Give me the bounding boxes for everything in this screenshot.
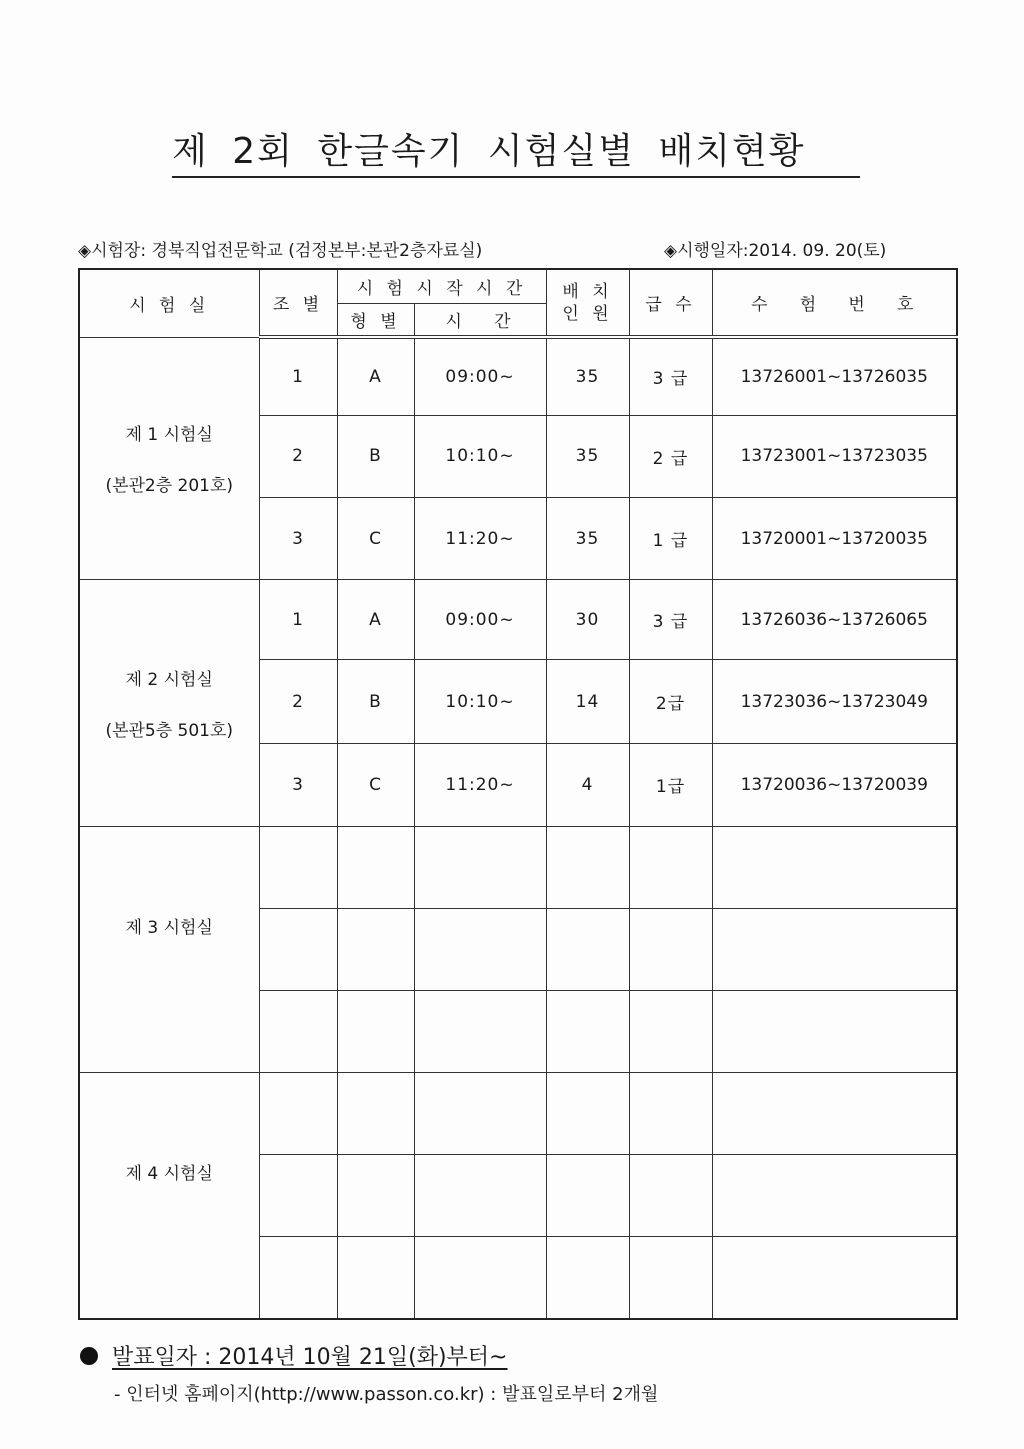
count-cell: 30 xyxy=(546,580,629,660)
group-cell: 2 xyxy=(259,660,337,744)
group-cell: 3 xyxy=(259,497,337,579)
group-cell: 1 xyxy=(259,580,337,660)
group-cell: 2 xyxy=(259,415,337,497)
time-cell xyxy=(414,1155,546,1237)
room-name: 제 3 시험실 xyxy=(125,917,213,938)
type-cell: C xyxy=(337,744,414,826)
grade-cell: 3 급 xyxy=(629,580,712,660)
type-cell xyxy=(337,826,414,908)
type-cell: A xyxy=(337,580,414,660)
count-cell xyxy=(546,990,629,1072)
grade-cell xyxy=(629,1237,712,1319)
exam-numbers-cell: 13726001~13726035 xyxy=(712,337,957,415)
count-cell xyxy=(546,908,629,990)
count-cell xyxy=(546,1155,629,1237)
header-room: 시 험 실 xyxy=(79,269,259,337)
time-cell xyxy=(414,1237,546,1319)
website-notice: - 인터넷 홈페이지(http://www.passon.co.kr) : 발표일로부터 2개월 xyxy=(114,1384,659,1405)
count-cell: 14 xyxy=(546,660,629,744)
exam-numbers-cell: 13720001~13720035 xyxy=(712,497,957,579)
room-location: (본관2층 201호) xyxy=(105,476,234,497)
count-cell xyxy=(546,1073,629,1155)
count-cell: 35 xyxy=(546,415,629,497)
exam-numbers-cell xyxy=(712,908,957,990)
grade-cell: 2급 xyxy=(629,660,712,744)
exam-numbers-cell xyxy=(712,826,957,908)
document-title: 제 2회 한글속기 시험실별 배치현황 xyxy=(172,128,860,178)
header-grade: 급 수 xyxy=(629,269,712,337)
group-cell xyxy=(259,1237,337,1319)
time-cell: 11:20~ xyxy=(414,497,546,579)
table-row xyxy=(79,580,957,660)
type-cell xyxy=(337,908,414,990)
room-cell xyxy=(79,337,259,579)
time-cell: 10:10~ xyxy=(414,415,546,497)
time-cell xyxy=(414,1073,546,1155)
group-cell xyxy=(259,908,337,990)
group-cell: 3 xyxy=(259,744,337,826)
time-cell xyxy=(414,826,546,908)
type-cell xyxy=(337,1237,414,1319)
time-cell: 11:20~ xyxy=(414,744,546,826)
grade-cell xyxy=(629,908,712,990)
room-location: (본관5층 501호) xyxy=(105,720,234,741)
type-cell: C xyxy=(337,497,414,579)
header-type: 형 별 xyxy=(337,303,414,337)
room-assignment-table xyxy=(78,268,958,1320)
table-row xyxy=(79,1073,957,1155)
time-cell xyxy=(414,990,546,1072)
group-cell xyxy=(259,1073,337,1155)
venue-info: ◈시험장: 경북직업전문학교 (검정본부:본관2층자료실) xyxy=(78,241,483,261)
grade-cell xyxy=(629,1073,712,1155)
exam-numbers-cell xyxy=(712,1155,957,1237)
group-cell xyxy=(259,990,337,1072)
exam-numbers-cell: 13723036~13723049 xyxy=(712,660,957,744)
room-cell xyxy=(79,1073,259,1320)
type-cell: B xyxy=(337,415,414,497)
time-cell xyxy=(414,908,546,990)
header-start-time: 시 험 시 작 시 간 xyxy=(337,269,546,303)
count-cell: 35 xyxy=(546,337,629,415)
grade-cell xyxy=(629,826,712,908)
group-cell xyxy=(259,1155,337,1237)
exam-numbers-cell xyxy=(712,1237,957,1319)
header-assigned-line2: 인 원 xyxy=(562,303,613,324)
grade-cell: 1급 xyxy=(629,744,712,826)
group-cell: 1 xyxy=(259,337,337,415)
group-cell xyxy=(259,826,337,908)
exam-numbers-cell: 13720036~13720039 xyxy=(712,744,957,826)
room-name: 제 4 시험실 xyxy=(125,1164,213,1184)
time-cell: 09:00~ xyxy=(414,580,546,660)
exam-date-info: ◈시행일자:2014. 09. 20(토) xyxy=(664,241,887,261)
time-cell: 09:00~ xyxy=(414,337,546,415)
type-cell: A xyxy=(337,337,414,415)
type-cell xyxy=(337,1155,414,1237)
type-cell: B xyxy=(337,660,414,744)
room-cell xyxy=(79,580,259,826)
grade-cell: 1 급 xyxy=(629,497,712,579)
exam-numbers-cell: 13723001~13723035 xyxy=(712,415,957,497)
header-assigned xyxy=(546,269,629,337)
grade-cell xyxy=(629,1155,712,1237)
table-row xyxy=(79,337,957,415)
room-name: 제 1 시험실 xyxy=(125,425,213,446)
header-exam-numbers: 수 험 번 호 xyxy=(712,269,957,337)
header-time: 시 간 xyxy=(414,303,546,337)
type-cell xyxy=(337,1073,414,1155)
grade-cell: 2 급 xyxy=(629,415,712,497)
table-row xyxy=(79,826,957,908)
count-cell xyxy=(546,1237,629,1319)
room-cell xyxy=(79,826,259,1072)
announcement-notice xyxy=(80,1340,507,1371)
header-group: 조 별 xyxy=(259,269,337,337)
exam-numbers-cell xyxy=(712,990,957,1072)
room-name: 제 2 시험실 xyxy=(125,669,213,690)
count-cell xyxy=(546,826,629,908)
time-cell: 10:10~ xyxy=(414,660,546,744)
exam-numbers-cell xyxy=(712,1073,957,1155)
grade-cell xyxy=(629,990,712,1072)
count-cell: 4 xyxy=(546,744,629,826)
grade-cell: 3 급 xyxy=(629,337,712,415)
announcement-date: 발표일자 : 2014년 10월 21일(화)부터~ xyxy=(112,1345,508,1370)
bullet-icon xyxy=(80,1347,98,1365)
type-cell xyxy=(337,990,414,1072)
count-cell: 35 xyxy=(546,497,629,579)
exam-numbers-cell: 13726036~13726065 xyxy=(712,580,957,660)
header-assigned-line1: 배 치 xyxy=(562,281,613,302)
